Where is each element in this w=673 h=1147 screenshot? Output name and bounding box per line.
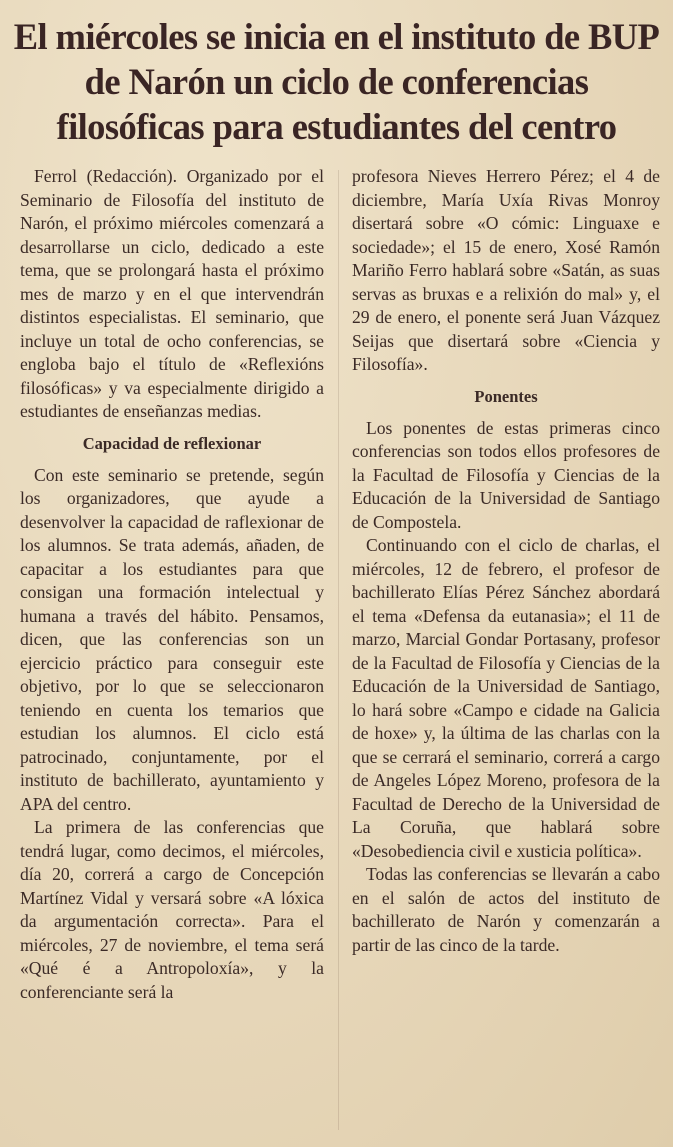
body-paragraph: profesora Nieves Herrero Pérez; el 4 de diciembre, María Uxía Rivas Monroy disertará sobre «O cómic: Linguaxe e sociedade»; el 15 de enero, Xosé Ramón Mariño Ferro hablará sobre «Satán, as suas servas as bruxas e a relixión do mal» y, el 29 de enero, el ponente será Juan Vázquez Seijas que disertará sobre «Ciencia y Filosofía».	[352, 166, 660, 374]
subheading-capacidad: Capacidad de reflexionar	[82, 433, 262, 453]
body-paragraph: La primera de las conferencias que tendrá lugar, como decimos, el miércoles, día 20, correrá a cargo de Concepción Martínez Vidal y versará sobre «A lóxica da argumentación correcta». Para el miércoles, 27 de noviembre, el tema será «Qué é a Antropoloxía», y la conferenciante será la	[20, 817, 324, 1002]
body-paragraph: Todas las conferencias se llevarán a cabo en el salón de actos del instituto de bachillerato de Narón y comenzarán a partir de las cinco de la tarde.	[352, 864, 660, 955]
body-paragraph: Continuando con el ciclo de charlas, el miércoles, 12 de febrero, el profesor de bachillerato Elías Pérez Sánchez abordará el tema «Defensa da eutanasia»; el 11 de marzo, Marcial Gondar Portasany, profesor de la Facultad de Filosofía y Ciencias de la Educación de la Universidad de Santiago, lo hará sobre «Campo e cidade na Galicia de hoxe» y, la última de las charlas con la que se cerrará el seminario, correrá a cargo de Angeles López Moreno, profesora de la Facultad de Derecho de la Universidad de La Coruña, que hablará sobre «Desobediencia civil e xusticia política».	[352, 535, 660, 861]
body-paragraph: Los ponentes de estas primeras cinco conferencias son todos ellos profesores de la Facultad de Filosofía y Ciencias de la Educación de la Universidad de Santiago de Compostela.	[352, 417, 660, 532]
headline: El miércoles se inicia en el instituto de BUP de Narón un ciclo de conferencias filosóficas para estudiantes del centro	[13, 16, 660, 147]
body-paragraph: Con este seminario se pretende, según los organizadores, que ayude a desenvolver la capacidad de raflexionar de los alumnos. Se trata además, añaden, de capacitar a los estudiantes para que consigan una formación intelectual y humana a través del hábito. Pensamos, dicen, que las conferencias son un ejercicio práctico para conseguir este objetivo, por lo que se seleccionaron teniendo en cuenta los temarios que estudian los alumnos. El ciclo está patrocinado, conjuntamente, por el instituto de bachillerato, ayuntamiento y APA del centro.	[20, 464, 324, 814]
right-column	[352, 165, 660, 957]
body-paragraph: Ferrol (Redacción). Organizado por el Seminario de Filosofía del instituto de Narón, el próximo miércoles comenzará a desarrollarse un ciclo, dedicado a este tema, que se prolongará hasta el próximo mes de marzo y en el que intervendrán distintos especialistas. El seminario, que incluye un total de ocho conferencias, se engloba bajo el título de «Reflexións filosóficas» y va especialmente dirigido a estudiantes de enseñanzas medias.	[20, 166, 324, 421]
column-divider	[338, 170, 339, 1130]
left-column	[20, 165, 324, 1004]
subheading-ponentes: Ponentes	[474, 386, 538, 406]
